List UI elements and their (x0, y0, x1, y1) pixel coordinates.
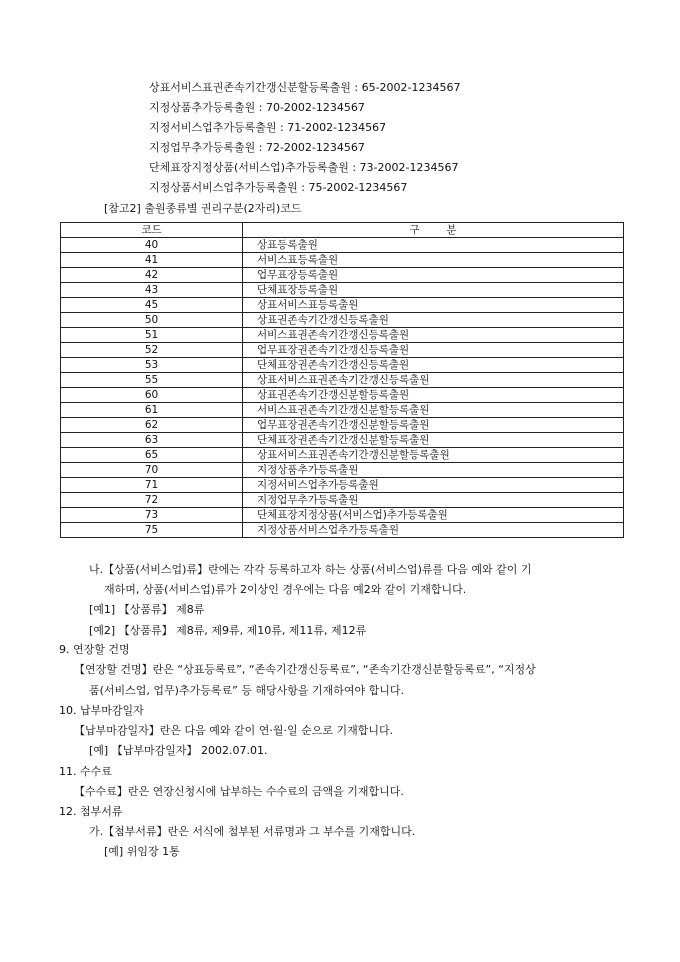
division-cell: 상표서비스표권존속기간갱신분할등록출원 (243, 448, 624, 463)
table-row (61, 463, 624, 478)
top-line: 지정서비스업추가등록출원 : 71-2002-1234567 (149, 121, 387, 134)
table-row (61, 493, 624, 508)
code-cell: 55 (61, 373, 243, 388)
division-cell: 업무표장등록출원 (243, 268, 624, 283)
top-line: 지정상품서비스업추가등록출원 : 75-2002-1234567 (149, 181, 408, 194)
section-9-heading: 9. 연장할 건명 (59, 643, 130, 656)
code-cell: 63 (61, 433, 243, 448)
code-cell: 50 (61, 313, 243, 328)
code-cell: 61 (61, 403, 243, 418)
section-na-line2: 재하며, 상품(서비스업)류가 2이상인 경우에는 다음 예2와 같이 기재합니다. (104, 583, 467, 596)
table-row (61, 253, 624, 268)
code-cell: 71 (61, 478, 243, 493)
section-12-line1: 가.【첨부서류】란은 서식에 첨부된 서류명과 그 부수를 기재합니다. (89, 825, 416, 838)
table-row (61, 433, 624, 448)
division-cell: 상표서비스표권존속기간갱신등록출원 (243, 373, 624, 388)
division-cell: 지정상품추가등록출원 (243, 463, 624, 478)
code-cell: 75 (61, 523, 243, 538)
code-cell: 43 (61, 283, 243, 298)
section-12-heading: 12. 첨부서류 (59, 805, 123, 818)
division-cell: 업무표장권존속기간갱신분할등록출원 (243, 418, 624, 433)
division-cell: 서비스표등록출원 (243, 253, 624, 268)
division-cell: 단체표장등록출원 (243, 283, 624, 298)
top-line: 상표서비스표권존속기간갱신분할등록출원 : 65-2002-1234567 (149, 81, 461, 94)
code-cell: 52 (61, 343, 243, 358)
code-cell: 65 (61, 448, 243, 463)
division-cell: 업무표장권존속기간갱신등록출원 (243, 343, 624, 358)
code-cell: 70 (61, 463, 243, 478)
code-cell: 51 (61, 328, 243, 343)
division-cell: 상표권존속기간갱신분할등록출원 (243, 388, 624, 403)
header-code: 코드 (61, 223, 243, 238)
header-division: 구 분 (243, 223, 624, 238)
code-cell: 41 (61, 253, 243, 268)
division-cell: 상표등록출원 (243, 238, 624, 253)
division-cell: 서비스표권존속기간갱신분할등록출원 (243, 403, 624, 418)
code-cell: 42 (61, 268, 243, 283)
division-cell: 지정업무추가등록출원 (243, 493, 624, 508)
table-row (61, 373, 624, 388)
example-1: [예1] 【상품류】 제8류 (89, 603, 205, 616)
division-cell: 서비스표권존속기간갱신등록출원 (243, 328, 624, 343)
code-cell: 53 (61, 358, 243, 373)
division-cell: 지정서비스업추가등록출원 (243, 478, 624, 493)
table-row (61, 283, 624, 298)
section-10-example: [예] 【납부마감일자】 2002.07.01. (89, 744, 268, 757)
section-11-line1: 【수수료】란은 연장신청시에 납부하는 수수료의 금액을 기재합니다. (74, 785, 404, 798)
table-row (61, 448, 624, 463)
division-cell: 지정상품서비스업추가등록출원 (243, 523, 624, 538)
table-row (61, 358, 624, 373)
top-line: 단체표장지정상품(서비스업)추가등록출원 : 73-2002-1234567 (149, 161, 459, 174)
section-11-heading: 11. 수수료 (59, 765, 112, 778)
division-cell: 상표서비스표등록출원 (243, 298, 624, 313)
table-row (61, 478, 624, 493)
example-2: [예2] 【상품류】 제8류, 제9류, 제10류, 제11류, 제12류 (89, 624, 367, 637)
top-line: 지정상품추가등록출원 : 70-2002-1234567 (149, 101, 365, 114)
division-cell: 상표권존속기간갱신등록출원 (243, 313, 624, 328)
table-row (61, 418, 624, 433)
table-row (61, 508, 624, 523)
division-cell: 단체표장권존속기간갱신등록출원 (243, 358, 624, 373)
top-line: 지정업무추가등록출원 : 72-2002-1234567 (149, 141, 365, 154)
section-10-line1: 【납부마감일자】란은 다음 예와 같이 연·월·일 순으로 기재합니다. (74, 724, 394, 737)
division-cell: 단체표장지정상품(서비스업)추가등록출원 (243, 508, 624, 523)
section-na-line1: 나.【상품(서비스업)류】란에는 각각 등록하고자 하는 상품(서비스업)류를 다음 예와 같이 기 (89, 563, 532, 576)
code-cell: 73 (61, 508, 243, 523)
table-row (61, 238, 624, 253)
table-row (61, 343, 624, 358)
section-9-line1: 【연장할 건명】란은 “상표등록료”, “존속기간갱신등록료”, “존속기간갱신분할등록료”, “지정상 (74, 663, 536, 676)
reference-title: [참고2] 출원종류별 권리구분(2자리)코드 (104, 202, 302, 215)
table-row (61, 388, 624, 403)
code-cell: 72 (61, 493, 243, 508)
code-cell: 40 (61, 238, 243, 253)
code-table (60, 222, 624, 538)
section-12-example: [예] 위임장 1통 (104, 845, 180, 858)
table-row (61, 403, 624, 418)
section-10-heading: 10. 납부마감일자 (59, 704, 144, 717)
table-row (61, 298, 624, 313)
table-body (61, 238, 624, 538)
code-cell: 62 (61, 418, 243, 433)
section-9-line2: 품(서비스업, 업무)추가등록료” 등 해당사항을 기재하여야 합니다. (89, 684, 405, 697)
division-cell: 단체표장권존속기간갱신분할등록출원 (243, 433, 624, 448)
code-cell: 60 (61, 388, 243, 403)
table-header-row (61, 223, 624, 238)
table-row (61, 328, 624, 343)
table-row (61, 523, 624, 538)
code-cell: 45 (61, 298, 243, 313)
table-row (61, 313, 624, 328)
table-row (61, 268, 624, 283)
